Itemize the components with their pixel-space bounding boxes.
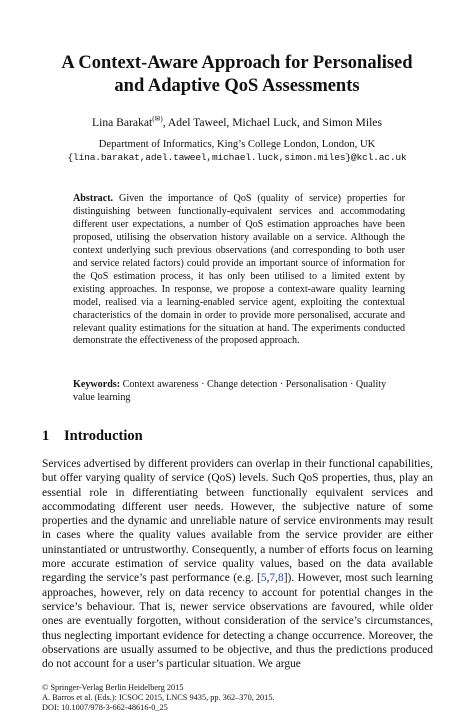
section-heading — [42, 427, 143, 445]
citation-link[interactable]: 5 — [260, 572, 267, 585]
paper-title — [0, 52, 474, 98]
envelope-icon: (✉) — [152, 115, 163, 123]
abstract-label: Abstract. — [73, 193, 114, 204]
section-number: 1 — [42, 428, 50, 444]
title-line-1: A Context-Aware Approach for Personalised — [61, 53, 413, 73]
co-authors: , Adel Taweel, Michael Luck, and Simon Miles — [162, 116, 382, 129]
keywords — [73, 378, 405, 404]
keywords-text: Context awareness · Change detection · Personalisation · Quality value learning — [73, 379, 387, 403]
intro-text-part-1: Services advertised by different providers can overlap in their functional capabilities, but offer varying quality of service (QoS) levels. Such QoS properties, thus, play an essential role in differentiating between functionally equivalent services and accommodating different user needs. However, the subjective nature of some properties and the dynamic and unreliable nature of service environments may result in cases where the quality values available from the service provider are either uninstantiated or untrustworthy. Consequently, a number of efforts focus on learning more accurate estimation of service quality values, based on the data available regarding the service’s past performance (e.g. [ — [42, 458, 433, 585]
affiliation: Department of Informatics, King’s College London, London, UK — [98, 139, 376, 150]
intro-text-part-2: ]). However, most such learning approaches, however, rely on data recency to account for potential changes in the service’s behaviour. That is, newer service observations are favoured, while older ones are eventually forgotten, without consideration of the service’s circumstances, thus neglecting important evidence for detecting a change occurrence. Moreover, the observations are usually assumed to be objective, and thus the predictions produced do not account for a user’s particular situation. We argue — [42, 572, 433, 671]
citation-link[interactable]: 8 — [278, 572, 284, 585]
title-line-2: and Adaptive QoS Assessments — [114, 76, 360, 96]
affiliation-block — [0, 138, 474, 164]
publication-footer — [42, 683, 275, 713]
abstract — [73, 193, 405, 348]
citation-link[interactable]: 7 — [269, 572, 276, 585]
abstract-text: Given the importance of QoS (quality of service) properties for distinguishing between functionally-equivalent services and accommodating different user expectations, a number of QoS estimation approaches have been proposed, utilising the observation history available on a service. Although the context underlying such previous observations (and corresponding to both user and service related factors) could provide an important source of information for the QoS estimation process, it has only been utilised to a limited extent by existing approaches. In response, we propose a context-aware quality learning model, realised via a learning-enabled service agent, exploiting the contextual characteristics of the domain in order to provide more personalised, accurate and relevant quality estimations for the situation at hand. The experiments conducted demonstrate the effectiveness of the proposed approach. — [73, 193, 405, 347]
section-title: Introduction — [64, 428, 143, 444]
introduction-paragraph: Services advertised by different providers can overlap in their functional capabilities, but offer varying quality of service (QoS) levels. Such QoS properties, thus, play an essential role in differentiating between functionally equivalent services and accommodating different user needs. However, the subjective nature of some properties and the dynamic and unreliable nature of service environments may result in cases where the quality values available from the service provider are either uninstantiated or untrustworthy. Consequently, a number of efforts focus on learning more accurate estimation of service quality values, based on the data available regarding the service’s past performance (e.g. [5,7,8]). However, most such learning approaches, however, rely on data recency to account for potential changes in the service’s behaviour. That is, newer service observations are favoured, while older ones are eventually forgotten, without consideration of the service’s circumstances, thus neglecting important evidence for detecting a change occurrence. Moreover, the observations are usually assumed to be objective, and thus the predictions produced do not account for a user’s particular situation. We argue — [42, 458, 433, 671]
keywords-label: Keywords: — [73, 379, 121, 390]
author-emails: {lina.barakat,adel.taweel,michael.luck,simon.miles}@kcl.ac.uk — [67, 152, 407, 163]
copyright-notice: © Springer-Verlag Berlin Heidelberg 2015 — [42, 683, 184, 692]
doi: DOI: 10.1007/978-3-662-48616-0_25 — [42, 703, 168, 712]
author-list — [0, 112, 474, 130]
proceedings-citation: A. Barros et al. (Eds.): ICSOC 2015, LNCS 9435, pp. 362–370, 2015. — [42, 693, 275, 702]
corresponding-author: Lina Barakat — [92, 116, 153, 129]
